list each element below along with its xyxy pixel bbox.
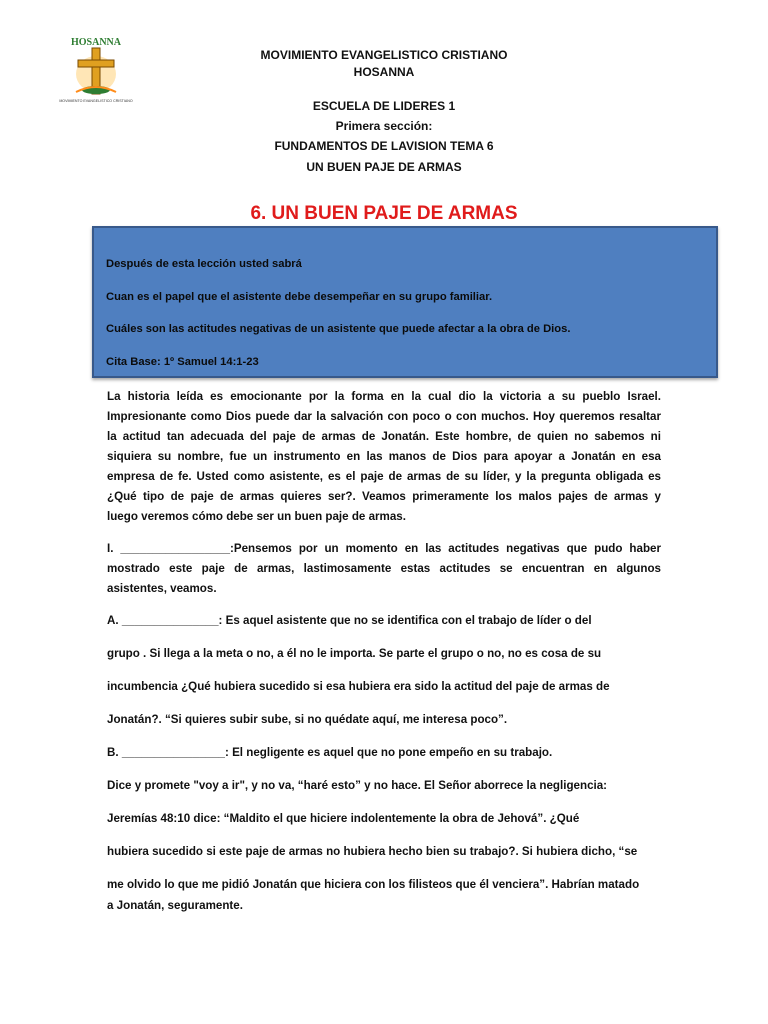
org-subname: HOSANNA xyxy=(353,65,415,79)
item-a-line: grupo . Si llega a la meta o no, a él no le importa. Se parte el grupo o no, no es cosa de su xyxy=(107,647,602,660)
intro-line: La historia leída es emocionante por la forma en la cual dio la victoria a su pueblo Israel. xyxy=(107,390,661,403)
section-1-line: mostrado este paje de armas, lastimosamente estas actitudes se encuentran en algunos xyxy=(107,562,661,575)
lesson-subtitle: UN BUEN PAJE DE ARMAS xyxy=(306,160,462,174)
intro-line: siquiera su nombre, fue un instrumento en las manos de Dios para apoyar a Jonatán en esa xyxy=(107,450,661,463)
intro-line: luego veremos cómo debe ser un buen paje de armas. xyxy=(107,510,406,523)
logo-label: HOSANNA xyxy=(70,37,122,48)
intro-line: la actitud tan adecuada del paje de armas de Jonatán. Este hombre, de quien no sabemos ni xyxy=(107,430,661,443)
school-name: ESCUELA DE LIDERES 1 xyxy=(312,99,456,113)
item-a-line: A. _______________: Es aquel asistente que no se identifica con el trabajo de líder o del xyxy=(107,614,592,627)
item-a-line: Jonatán?. “Si quieres subir sube, si no quédate aquí, me interesa poco”. xyxy=(107,713,508,726)
section-label: Primera sección: xyxy=(335,119,433,133)
item-b-line: B. ________________: El negligente es aquel que no pone empeño en su trabajo. xyxy=(107,746,553,759)
item-b-line: Jeremías 48:10 dice: “Maldito el que hiciere indolentemente la obra de Jehová”. ¿Qué xyxy=(107,812,580,825)
item-a-line: incumbencia ¿Qué hubiera sucedido si esa hubiera era sido la actitud del paje de armas de xyxy=(107,680,610,693)
objectives-intro: Después de esta lección usted sabrá xyxy=(106,258,302,270)
section-1-line: I. _________________:Pensemos por un momento en las actitudes negativas que pudo haber xyxy=(107,542,661,555)
logo-tagline: MOVIMIENTO EVANGELISTICO CRISTIANO xyxy=(59,99,133,103)
item-b-line: a Jonatán, seguramente. xyxy=(107,899,243,912)
objective-1: Cuan es el papel que el asistente debe desempeñar en su grupo familiar. xyxy=(106,291,493,303)
section-1-paragraph xyxy=(107,539,661,599)
intro-line: ¿Qué tipo de paje de armas quieres ser?. Veamos primeramente los malos pajes de armas y xyxy=(107,490,661,503)
objective-2: Cuáles son las actitudes negativas de un asistente que puede afectar a la obra de Dios. xyxy=(106,323,571,335)
item-b-line: me olvido lo que me pidió Jonatán que hiciera con los filisteos que él venciera”. Habrían matado xyxy=(107,878,640,891)
page-title: 6. UN BUEN PAJE DE ARMAS xyxy=(250,203,518,224)
topic-label: FUNDAMENTOS DE LAVISION TEMA 6 xyxy=(274,139,494,153)
intro-paragraph xyxy=(107,387,661,527)
item-b-line: Dice y promete "voy a ir", y no va, “haré esto” y no hace. El Señor aborrece la negligencia: xyxy=(107,779,608,792)
section-1-line: asistentes, veamos. xyxy=(107,582,217,595)
org-name: MOVIMIENTO EVANGELISTICO CRISTIANO xyxy=(260,48,508,62)
item-b-line: hubiera sucedido si este paje de armas no hubiera hecho bien su trabajo?. Si hubiera dicho, “se xyxy=(107,845,638,858)
intro-line: Impresionante como Dios puede dar la salvación con poco o con muchos. Hoy queremos resaltar xyxy=(107,410,661,423)
intro-line: empresa de fe. Usted como asistente, es el paje de armas de su líder, y la pregunta obligada es xyxy=(107,470,661,483)
base-citation: Cita Base: 1º Samuel 14:1-23 xyxy=(106,356,259,368)
